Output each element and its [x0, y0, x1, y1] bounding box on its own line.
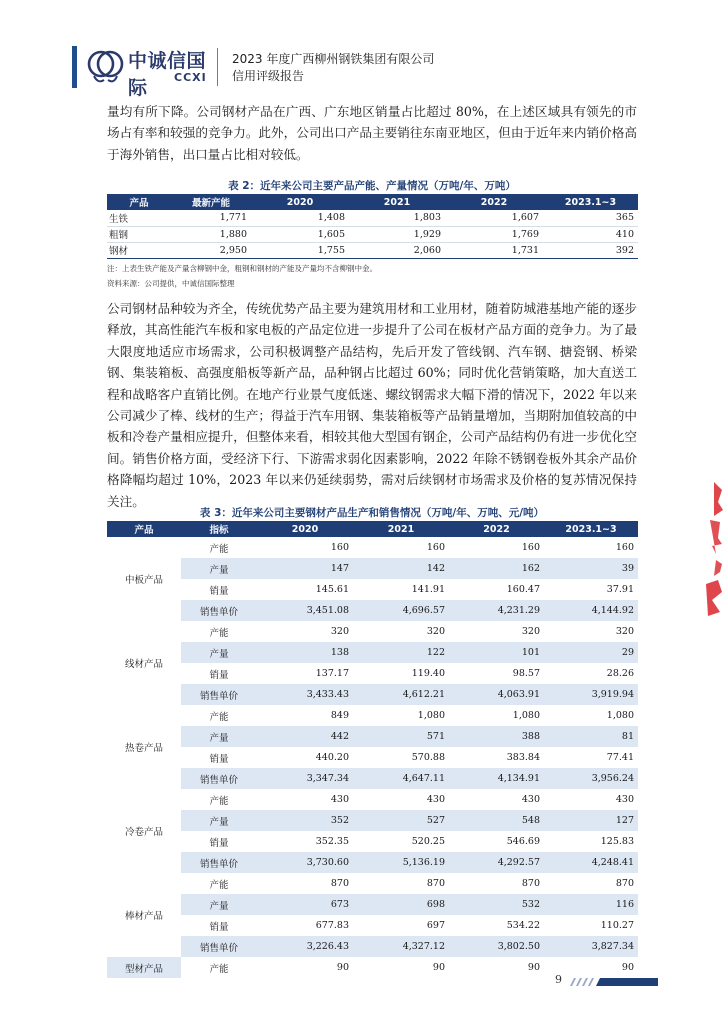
indicator-cell: 销量	[209, 837, 229, 849]
value-cell: 430	[521, 794, 540, 805]
value-cell: 410	[543, 226, 638, 242]
value-cell: 1,080	[606, 710, 634, 721]
value-cell: 119.40	[411, 668, 445, 679]
value-cell: 430	[426, 794, 445, 805]
indicator-cell: 销售单价	[181, 600, 257, 621]
value-cell: 3,451.08	[257, 600, 353, 621]
value-cell: 677.83	[315, 920, 349, 931]
table-3-header-cell: 产品	[107, 521, 181, 537]
value-cell: 365	[543, 210, 638, 226]
value-cell: 2,950	[171, 242, 251, 258]
value-cell: 1,408	[251, 210, 349, 226]
value-cell: 870	[615, 878, 634, 889]
indicator-cell: 产能	[209, 627, 229, 639]
logo-chinese-text: 中诚信国际	[128, 50, 207, 99]
indicator-cell: 产量	[181, 642, 257, 663]
value-cell: 3,956.24	[544, 768, 638, 789]
value-cell: 160.47	[506, 584, 540, 595]
table-row	[107, 894, 638, 915]
value-cell: 352.35	[315, 836, 349, 847]
value-cell: 320	[330, 626, 349, 637]
table-2-header-cell: 2023.1~3	[543, 194, 638, 210]
value-cell: 162	[449, 558, 544, 579]
value-cell: 1,080	[417, 710, 445, 721]
value-cell: 320	[615, 626, 634, 637]
table-row	[107, 242, 638, 258]
indicator-cell: 产量	[181, 894, 257, 915]
table-row	[107, 789, 638, 810]
table-row	[107, 873, 638, 894]
product-group-cell: 棒材产品	[107, 873, 181, 957]
table-row	[107, 621, 638, 642]
indicator-cell: 销量	[209, 585, 229, 597]
table-row	[107, 852, 638, 873]
value-cell: 142	[353, 558, 449, 579]
value-cell: 110.27	[600, 920, 634, 931]
indicator-cell: 产量	[181, 726, 257, 747]
table-3-production-sales	[107, 521, 638, 978]
value-cell: 698	[353, 894, 449, 915]
value-cell: 870	[521, 878, 540, 889]
value-cell: 1,929	[349, 226, 445, 242]
value-cell: 81	[544, 726, 638, 747]
indicator-cell: 产能	[209, 795, 229, 807]
indicator-cell: 产能	[209, 963, 229, 975]
table-row	[107, 936, 638, 957]
indicator-cell: 销量	[209, 921, 229, 933]
value-cell: 2,060	[349, 242, 445, 258]
indicator-cell: 产能	[209, 879, 229, 891]
table-row	[107, 684, 638, 705]
indicator-cell: 销售单价	[181, 852, 257, 873]
value-cell: 4,063.91	[449, 684, 544, 705]
table-row	[107, 600, 638, 621]
value-cell: 5,136.19	[353, 852, 449, 873]
table-row	[107, 210, 638, 226]
value-cell: 3,802.50	[449, 936, 544, 957]
value-cell: 570.88	[411, 752, 445, 763]
report-title-line-1: 2023 年度广西柳州钢铁集团有限公司	[232, 52, 435, 66]
value-cell: 3,433.43	[257, 684, 353, 705]
value-cell: 430	[330, 794, 349, 805]
value-cell: 320	[521, 626, 540, 637]
indicator-cell: 销量	[209, 669, 229, 681]
value-cell: 29	[544, 642, 638, 663]
value-cell: 4,647.11	[353, 768, 449, 789]
table-2-header-cell: 最新产能	[171, 194, 251, 210]
value-cell: 3,730.60	[257, 852, 353, 873]
value-cell: 37.91	[606, 584, 634, 595]
value-cell: 137.17	[315, 668, 349, 679]
indicator-cell: 产量	[181, 810, 257, 831]
value-cell: 1,755	[251, 242, 349, 258]
value-cell: 4,248.41	[544, 852, 638, 873]
value-cell: 145.61	[315, 584, 349, 595]
paragraph-market-share: 量均有所下降。公司钢材产品在广西、广东地区销量占比超过 80%，在上述区域具有领先的市场占有率和较强的竞争力。此外，公司出口产品主要销往东南亚地区，但由于近年来内销价格高于海外销售，出口量占比相对较低。	[107, 104, 637, 162]
table-3-header-row	[107, 521, 638, 537]
table-row	[107, 915, 638, 936]
value-cell: 3,919.94	[544, 684, 638, 705]
red-seal-stamp-fragment	[700, 480, 724, 630]
table-3-header-cell: 指标	[181, 521, 257, 537]
product-group-cell: 冷卷产品	[107, 789, 181, 873]
value-cell: 352	[257, 810, 353, 831]
value-cell: 160	[426, 542, 445, 553]
value-cell: 147	[257, 558, 353, 579]
value-cell: 673	[257, 894, 353, 915]
header-separator	[217, 48, 218, 86]
value-cell: 4,696.57	[353, 600, 449, 621]
table-row	[107, 810, 638, 831]
value-cell: 116	[544, 894, 638, 915]
table-3-header-cell: 2021	[353, 521, 449, 537]
table-2-header-cell: 2022	[445, 194, 543, 210]
value-cell: 870	[330, 878, 349, 889]
value-cell: 3,347.34	[257, 768, 353, 789]
value-cell: 4,231.29	[449, 600, 544, 621]
value-cell: 849	[330, 710, 349, 721]
value-cell: 77.41	[606, 752, 634, 763]
value-cell: 90	[336, 962, 349, 973]
paragraph-product-structure: 公司钢材品种较为齐全，传统优势产品主要为建筑用材和工业用材，随着防城港基地产能的逐步释放，其高性能汽车板和家电板的产品定位进一步提升了公司在板材产品方面的竞争力。为了最大限度地适应市场需求，公司积极调整产品结构，先后开发了管线钢、汽车钢、搪瓷钢、桥梁钢、集装箱板、高强度船板等新产品，品种钢占比超过 60%；同时优化营销策略，加大直送工程和战略客户直销比例。在地产行业景气度低迷、螺纹钢需求大幅下滑的情况下，2022 年以来公司减少了棒、线材的生产；得益于汽车用钢、集装箱板等产品销量增加，当期附加值较高的中板和冷卷产量相应提升，但整体来看，相较其他大型国有钢企，公司产品结构仍有进一步优化空间。销售价格方面，受经济下行、下游需求弱化因素影响，2022 年除不锈钢卷板外其余产品价格降幅均超过 10%，2023 年以来仍延续弱势，需对后续钢材市场需求及价格的复苏情况保持关注。	[107, 301, 637, 509]
value-cell: 3,226.43	[257, 936, 353, 957]
indicator-cell: 产量	[181, 558, 257, 579]
value-cell: 388	[449, 726, 544, 747]
indicator-cell: 产能	[209, 711, 229, 723]
value-cell: 1,731	[445, 242, 543, 258]
product-group-cell: 热卷产品	[107, 705, 181, 789]
value-cell: 160	[521, 542, 540, 553]
value-cell: 160	[615, 542, 634, 553]
value-cell: 101	[449, 642, 544, 663]
indicator-cell: 销售单价	[181, 684, 257, 705]
table-row	[107, 705, 638, 726]
value-cell: 1,880	[171, 226, 251, 242]
value-cell: 1,803	[349, 210, 445, 226]
value-cell: 392	[543, 242, 638, 258]
logo-english-text: CCXI	[174, 71, 207, 84]
table-2-caption: 表 2：近年来公司主要产品产能、产量情况（万吨/年、万吨）	[228, 180, 516, 192]
table-row	[107, 726, 638, 747]
indicator-cell: 产能	[209, 543, 229, 555]
table-row	[107, 768, 638, 789]
value-cell: 4,292.57	[449, 852, 544, 873]
value-cell: 3,827.34	[544, 936, 638, 957]
product-group-cell: 中板产品	[107, 537, 181, 621]
logo-mark-icon	[86, 46, 126, 86]
value-cell: 4,134.91	[449, 768, 544, 789]
table-3-header-cell: 2023.1~3	[544, 521, 638, 537]
value-cell: 548	[449, 810, 544, 831]
value-cell: 870	[426, 878, 445, 889]
table-3-caption: 表 3：近年来公司主要钢材产品生产和销售情况（万吨/年、万吨、元/吨）	[199, 507, 545, 519]
value-cell: 4,612.21	[353, 684, 449, 705]
value-cell: 90	[432, 962, 445, 973]
product-group-cell: 型材产品	[107, 957, 181, 978]
indicator-cell: 销售单价	[181, 936, 257, 957]
value-cell: 28.26	[606, 668, 634, 679]
table-row	[107, 579, 638, 600]
value-cell: 98.57	[512, 668, 540, 679]
value-cell: 141.91	[411, 584, 445, 595]
table-row	[107, 663, 638, 684]
table-2-header-cell: 2020	[251, 194, 349, 210]
value-cell: 520.25	[411, 836, 445, 847]
value-cell: 527	[353, 810, 449, 831]
table-3-header-cell: 2020	[257, 521, 353, 537]
value-cell: 138	[257, 642, 353, 663]
value-cell: 430	[615, 794, 634, 805]
value-cell: 122	[353, 642, 449, 663]
value-cell: 442	[257, 726, 353, 747]
table-2-capacity-output	[107, 194, 638, 259]
value-cell: 440.20	[315, 752, 349, 763]
product-group-cell: 线材产品	[107, 621, 181, 705]
indicator-cell: 销售单价	[181, 768, 257, 789]
table-2-header-cell: 2021	[349, 194, 445, 210]
value-cell: 39	[544, 558, 638, 579]
footer-decoration-icon	[568, 976, 658, 986]
value-cell: 383.84	[506, 752, 540, 763]
report-title	[232, 51, 434, 85]
value-cell: 697	[426, 920, 445, 931]
product-name-cell: 粗钢	[107, 226, 171, 242]
header-accent-bar	[72, 46, 77, 88]
value-cell: 320	[426, 626, 445, 637]
value-cell: 534.22	[506, 920, 540, 931]
report-title-line-2: 信用评级报告	[232, 69, 305, 83]
value-cell: 4,327.12	[353, 936, 449, 957]
product-name-cell: 钢材	[107, 242, 171, 258]
value-cell: 546.69	[506, 836, 540, 847]
value-cell: 1,769	[445, 226, 543, 242]
value-cell: 160	[330, 542, 349, 553]
table-row	[107, 226, 638, 242]
table-2-header-cell: 产品	[107, 194, 171, 210]
value-cell: 1,605	[251, 226, 349, 242]
table-row	[107, 747, 638, 768]
value-cell: 127	[544, 810, 638, 831]
table-3-header-cell: 2022	[449, 521, 544, 537]
value-cell: 571	[353, 726, 449, 747]
table-row	[107, 537, 638, 558]
value-cell: 1,771	[171, 210, 251, 226]
value-cell: 1,607	[445, 210, 543, 226]
value-cell: 125.83	[600, 836, 634, 847]
value-cell: 4,144.92	[544, 600, 638, 621]
table-row	[107, 558, 638, 579]
value-cell: 1,080	[512, 710, 540, 721]
table-row	[107, 831, 638, 852]
value-cell: 532	[449, 894, 544, 915]
indicator-cell: 销量	[209, 753, 229, 765]
value-cell: 90	[527, 962, 540, 973]
table-2-source: 资料来源：公司提供，中诚信国际整理	[107, 279, 235, 288]
table-2-note: 注：上表生铁产能及产量含柳钢中金，粗钢和钢材的产能及产量均不含柳钢中金。	[107, 264, 377, 273]
ccxi-logo	[86, 44, 211, 99]
value-cell: 90	[621, 962, 634, 973]
table-row	[107, 642, 638, 663]
product-name-cell: 生铁	[107, 210, 171, 226]
table-2-header-row	[107, 194, 638, 210]
page-number: 9	[555, 973, 562, 986]
